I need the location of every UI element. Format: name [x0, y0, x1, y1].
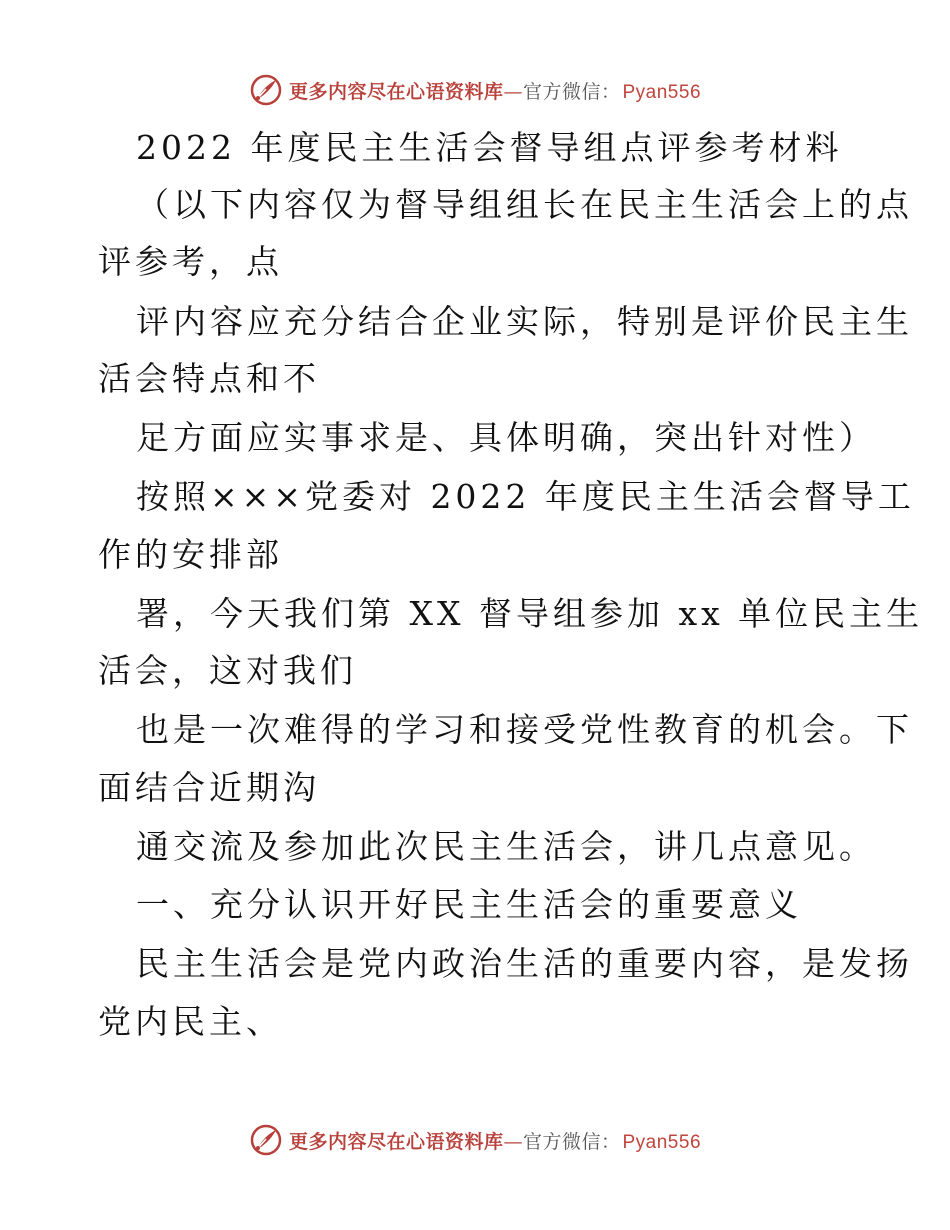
- watermark-brand: 更多内容尽在心语资料库: [288, 80, 504, 103]
- section-heading: 一、充分认识开好民主生活会的重要意义: [136, 885, 802, 924]
- document-title: 2022 年度民主生活会督导组点评参考材料: [136, 128, 843, 167]
- document-line: 按照×××党委对 2022 年度民主生活会督导工: [136, 477, 915, 516]
- document-line: 活会特点和不: [98, 359, 320, 398]
- watermark-brand: 更多内容尽在心语资料库: [288, 1130, 504, 1153]
- document-line: 民主生活会是党内政治生活的重要内容，是发扬: [136, 944, 913, 983]
- document-line: 评内容应充分结合企业实际，特别是评价民主生: [136, 302, 913, 341]
- document-line: 评参考，点: [98, 242, 283, 281]
- watermark-label: 官方微信：: [522, 80, 621, 103]
- document-line: 作的安排部: [98, 535, 283, 574]
- feather-pen-logo-icon: [249, 1123, 283, 1157]
- document-line: 也是一次难得的学习和接受党性教育的机会。下: [136, 710, 913, 749]
- watermark-wechat-id: Pyan556: [622, 1131, 702, 1153]
- document-line: 党内民主、: [98, 1002, 283, 1041]
- document-line: 面结合近期沟: [98, 768, 320, 807]
- watermark-wechat-id: Pyan556: [622, 81, 702, 103]
- document-line: 通交流及参加此次民主生活会，讲几点意见。: [136, 827, 876, 866]
- watermark-separator: —: [503, 80, 523, 103]
- header-watermark: [0, 68, 950, 112]
- watermark-separator: —: [503, 1130, 523, 1153]
- document-line: （以下内容仅为督导组组长在民主生活会上的点: [136, 185, 913, 224]
- footer-watermark: [0, 1118, 950, 1162]
- document-line: 活会，这对我们: [98, 651, 357, 690]
- document-line: 足方面应实事求是、具体明确，突出针对性）: [136, 418, 876, 457]
- feather-pen-logo-icon: [249, 73, 283, 107]
- document-line: 署，今天我们第 XX 督导组参加 xx 单位民主生: [136, 594, 924, 633]
- watermark-label: 官方微信：: [522, 1130, 621, 1153]
